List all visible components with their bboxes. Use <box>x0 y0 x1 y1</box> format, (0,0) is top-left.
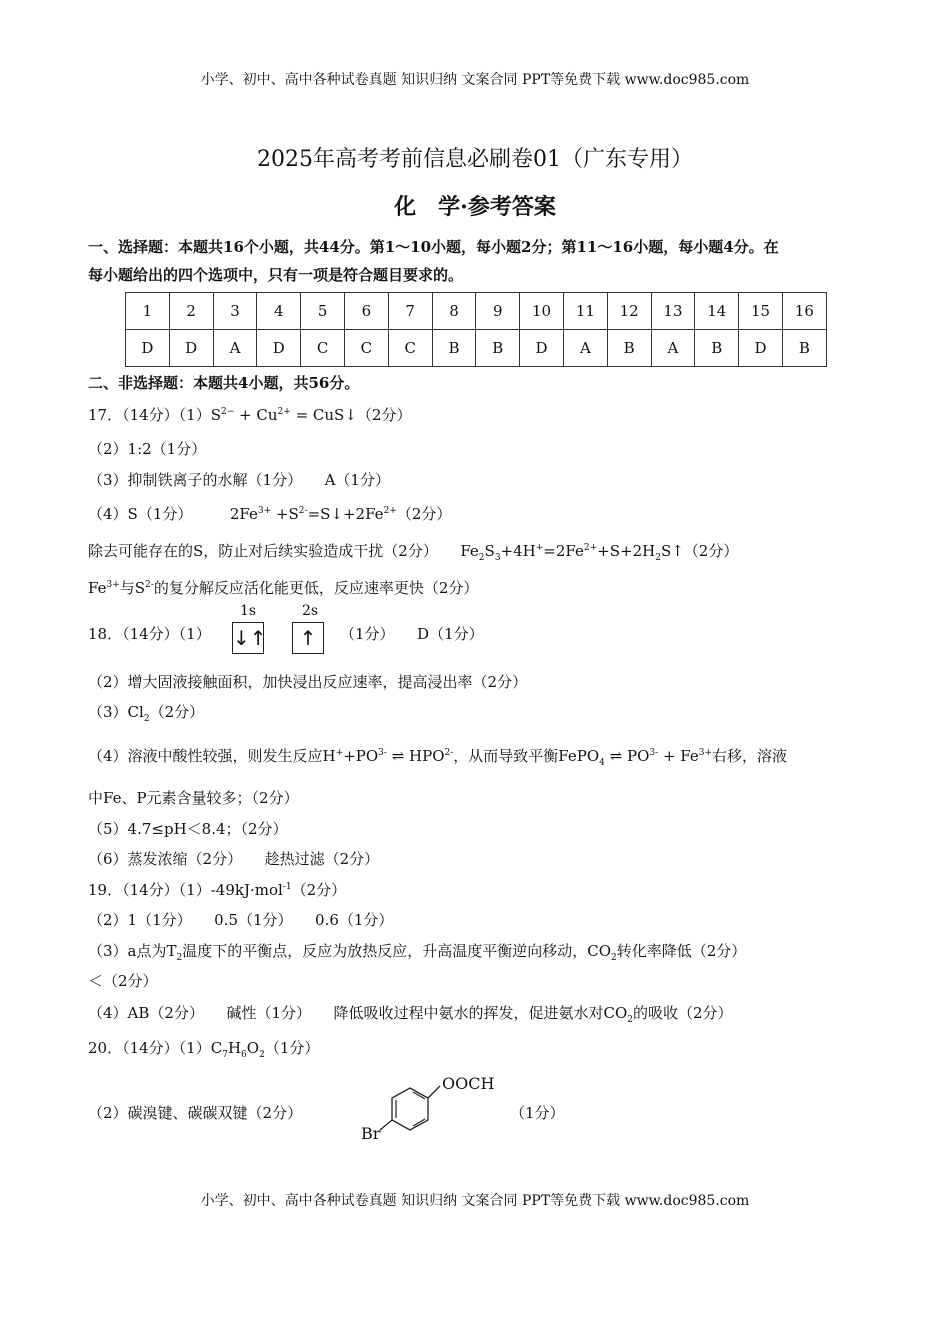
subscript: 6 <box>241 1050 247 1060</box>
answer-line <box>88 541 738 561</box>
line-text: （2）碳溴键、碳碳双键（2分） <box>88 1104 303 1122</box>
question-number-cell: 11 <box>563 293 607 330</box>
line-text: S↑（2分） <box>660 542 739 560</box>
line-text: （2）增大固液接触面积，加快浸出反应速率，提高浸出率（2分） <box>88 673 528 691</box>
subscript: 7 <box>222 1050 228 1060</box>
question-number-cell: 6 <box>344 293 388 330</box>
question-number-cell: 15 <box>739 293 783 330</box>
answer-line <box>88 470 390 490</box>
line-text: ，从而导致平衡FePO <box>453 747 600 765</box>
line-text: 19．（14分）（1）-49kJ·mol <box>88 881 283 899</box>
line-text: +4H <box>500 542 536 560</box>
question-number-cell: 13 <box>651 293 695 330</box>
line-text: （1分） <box>264 1039 320 1057</box>
superscript: 2- <box>298 506 308 516</box>
line-text: 与S <box>119 579 146 597</box>
subscript: 2 <box>176 953 183 963</box>
line-text: （3）抑制铁离子的水解（1分） A（1分） <box>88 471 390 489</box>
answer-cell: B <box>695 330 739 367</box>
subscript: 2 <box>259 1050 265 1060</box>
answer-line <box>88 788 299 808</box>
line-text: （5）4.7≤pH＜8.4；（2分） <box>88 820 288 838</box>
answer-cell: B <box>476 330 520 367</box>
answer-row <box>126 330 827 367</box>
answer-cell: A <box>651 330 695 367</box>
superscript: 2- <box>444 748 454 758</box>
answer-line <box>88 504 451 524</box>
line-text: + Cu <box>234 406 278 424</box>
superscript: 2+ <box>583 543 598 553</box>
line-text: + Fe <box>658 747 699 765</box>
line-text: （2）1（1分） 0.5（1分） 0.6（1分） <box>88 911 394 929</box>
line-text: 18．（14分）（1） <box>88 625 211 643</box>
answer-cell: D <box>169 330 213 367</box>
answer-cell: D <box>126 330 170 367</box>
answer-line <box>88 439 206 459</box>
answer-line <box>88 1103 302 1123</box>
section1-heading: 一、选择题：本题共16个小题，共44分。第1～10小题，每小题2分；第11～16小题，每小题4分。在 <box>88 238 779 256</box>
line-text: +S <box>271 505 299 523</box>
subscript: 2 <box>627 1015 633 1025</box>
line-text: 17．（14分）（1）S <box>88 406 221 424</box>
line-text: （2）1:2（1分） <box>88 440 207 458</box>
question-number-cell: 7 <box>388 293 432 330</box>
question-number-cell: 4 <box>257 293 301 330</box>
document-title: 2025年高考考前信息必刷卷01（广东专用） <box>257 147 693 172</box>
line-text: 中Fe、P元素含量较多；（2分） <box>88 789 299 807</box>
answer-cell: B <box>607 330 651 367</box>
answer-line <box>88 819 288 839</box>
question-number-cell: 10 <box>520 293 564 330</box>
question-number-cell: 16 <box>782 293 826 330</box>
page-header: 小学、初中、高中各种试卷真题 知识归纳 文案合同 PPT等免费下载 www.doc985.com <box>200 72 750 88</box>
question-number-row <box>126 293 827 330</box>
line-text: = CuS↓（2分） <box>290 406 412 424</box>
question-number-cell: 1 <box>126 293 170 330</box>
answer-line <box>88 971 158 991</box>
question-number-cell: 3 <box>213 293 257 330</box>
document-subtitle: 化 学·参考答案 <box>394 194 556 220</box>
orbital-box-1s: ↓↑ <box>232 622 264 654</box>
superscript: + <box>535 543 544 553</box>
subscript: 4 <box>599 758 605 768</box>
superscript: 2+ <box>383 506 397 516</box>
structure-ooch-label: OOCH <box>442 1074 495 1093</box>
superscript: 2− <box>221 407 235 417</box>
answer-cell: C <box>344 330 388 367</box>
line-text: ⇌ PO <box>604 747 650 765</box>
superscript: 2+ <box>277 407 291 417</box>
line-text: （2分） <box>291 881 347 899</box>
question-number-cell: 5 <box>301 293 345 330</box>
question-number-cell: 9 <box>476 293 520 330</box>
answer-line <box>88 941 746 961</box>
answer-cell: A <box>213 330 257 367</box>
answer-line <box>88 1003 733 1023</box>
orbital-label-2s: 2s <box>302 603 319 619</box>
superscript: 3+ <box>698 748 713 758</box>
answer-cell: A <box>563 330 607 367</box>
answer-cell: B <box>432 330 476 367</box>
line-text: 的复分解反应活化能更低，反应速率更快（2分） <box>153 579 479 597</box>
page-footer: 小学、初中、高中各种试卷真题 知识归纳 文案合同 PPT等免费下载 www.doc985.com <box>200 1193 750 1209</box>
subscript: 2 <box>478 553 485 563</box>
line-text: （4）溶液中酸性较强，则发生反应H <box>88 747 336 765</box>
orbital-box-2s: ↑ <box>292 622 324 654</box>
line-text: （4）AB（2分） 碱性（1分） 降低吸收过程中氨水的挥发，促进氨水对CO <box>88 1004 628 1022</box>
answer-line <box>510 1103 565 1123</box>
line-text: （1分） D（1分） <box>340 625 484 643</box>
answer-cell: D <box>257 330 301 367</box>
answer-table <box>125 292 827 367</box>
subscript: 2 <box>143 714 150 724</box>
subscript: 2 <box>611 953 617 963</box>
line-text: S <box>484 542 495 560</box>
answer-line <box>88 405 411 425</box>
orbital-label-1s: 1s <box>240 603 257 619</box>
question-number-cell: 2 <box>169 293 213 330</box>
superscript: 3+ <box>106 580 120 590</box>
section2-heading: 二、非选择题：本题共4小题，共56分。 <box>88 374 360 392</box>
line-text: +S+2H <box>597 542 656 560</box>
answer-line <box>88 910 393 930</box>
line-text: 温度下的平衡点，反应为放热反应，升高温度平衡逆向移动，CO <box>182 942 612 960</box>
answer-line <box>88 672 527 692</box>
answer-cell: B <box>782 330 826 367</box>
line-text: 除去可能存在的S，防止对后续实验造成干扰（2分） Fe <box>88 542 479 560</box>
structure-br-label: Br <box>361 1124 381 1143</box>
answer-line <box>340 624 484 644</box>
superscript: 3- <box>378 748 387 758</box>
line-text: 20．（14分）（1）C <box>88 1039 223 1057</box>
answer-cell: C <box>301 330 345 367</box>
superscript: -1 <box>282 882 292 892</box>
subscript: 2 <box>655 553 661 563</box>
answer-cell: C <box>388 330 432 367</box>
question-number-cell: 14 <box>695 293 739 330</box>
answer-line <box>88 746 787 766</box>
answer-line <box>88 849 379 869</box>
line-text: +PO <box>343 747 379 765</box>
line-text: 的吸收（2分） <box>633 1004 733 1022</box>
line-text: =S↓+2Fe <box>307 505 384 523</box>
answer-line <box>88 880 346 900</box>
section1-heading-cont: 每小题给出的四个选项中，只有一项是符合题目要求的。 <box>88 266 464 284</box>
line-text: ＜（2分） <box>88 972 158 990</box>
line-text: （2分） <box>149 703 205 721</box>
superscript: 2- <box>145 580 154 590</box>
answer-cell: D <box>739 330 783 367</box>
question-number-cell: 8 <box>432 293 476 330</box>
question-number-cell: 12 <box>607 293 651 330</box>
line-text: （4）S（1分） 2Fe <box>88 505 258 523</box>
line-text: O <box>246 1039 260 1057</box>
superscript: + <box>335 748 344 758</box>
answer-line <box>88 1038 319 1058</box>
line-text: （3）a点为T <box>88 942 177 960</box>
line-text: （1分） <box>510 1104 565 1122</box>
answer-line <box>88 702 204 722</box>
answer-line <box>88 624 211 644</box>
line-text: 右移，溶液 <box>712 747 788 765</box>
line-text: （2分） <box>396 505 452 523</box>
subscript: 3 <box>494 553 501 563</box>
line-text: ⇌ HPO <box>386 747 445 765</box>
line-text: （3）Cl <box>88 703 144 721</box>
answer-line <box>88 578 478 598</box>
line-text: （6）蒸发浓缩（2分） 趁热过滤（2分） <box>88 850 380 868</box>
line-text: 转化率降低（2分） <box>616 942 747 960</box>
superscript: 3+ <box>257 506 272 516</box>
superscript: 3- <box>649 748 659 758</box>
line-text: Fe <box>88 579 107 597</box>
line-text: =2Fe <box>543 542 584 560</box>
line-text: H <box>227 1039 242 1057</box>
answer-cell: D <box>520 330 564 367</box>
